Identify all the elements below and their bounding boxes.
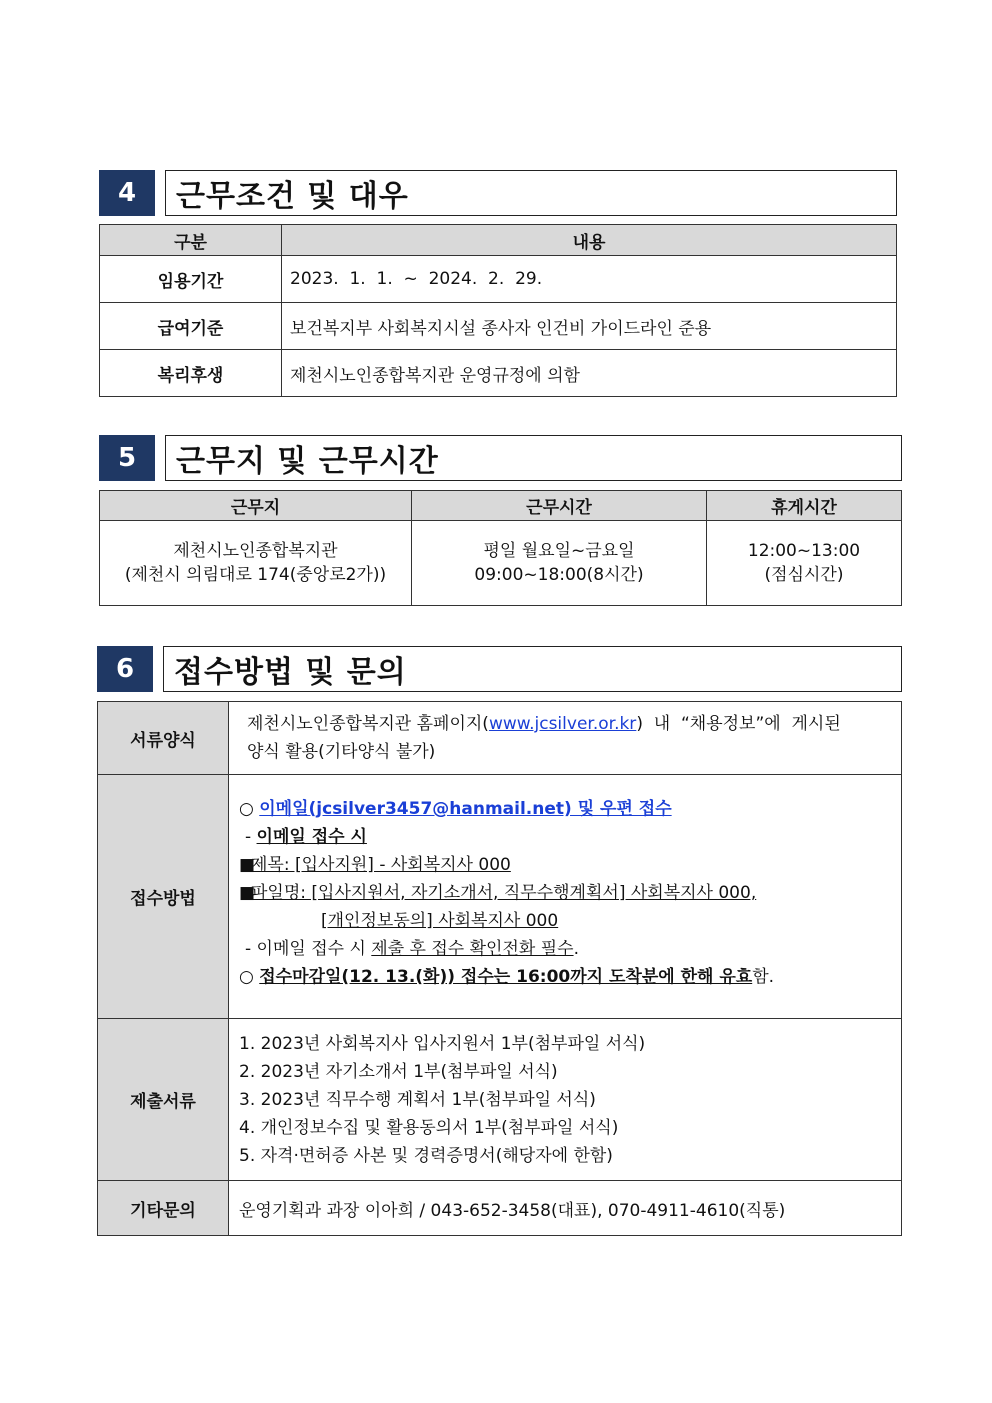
table-row xyxy=(100,303,897,350)
form-text: 제천시노인종합복지관 홈페이지( xyxy=(247,714,489,734)
rest-time-cell xyxy=(707,521,902,606)
square-bullet-icon: ■ xyxy=(239,855,256,875)
work-time: 09:00~18:00(8시간) xyxy=(474,565,644,585)
table-row xyxy=(98,1181,902,1236)
row-label: 기타문의 xyxy=(98,1181,229,1236)
rest-time: 12:00~13:00 xyxy=(747,541,861,561)
work-place-table xyxy=(99,490,902,606)
work-days: 평일 월요일~금요일 xyxy=(483,541,635,561)
row-label: 복리후생 xyxy=(100,350,282,397)
circle-bullet-icon: ○ xyxy=(239,799,254,819)
dash-bullet: - xyxy=(245,827,252,847)
header-rest-time: 휴게시간 xyxy=(707,491,902,521)
header-category: 구분 xyxy=(100,225,282,256)
section-number: 6 xyxy=(97,646,153,692)
workplace-address: (제천시 의림대로 174(중앙로2가)) xyxy=(124,565,387,585)
homepage-link[interactable]: www.jcsilver.or.kr xyxy=(488,714,637,734)
section-number: 4 xyxy=(99,170,155,216)
row-label: 서류양식 xyxy=(98,702,229,775)
table-row xyxy=(100,256,897,303)
table-row xyxy=(98,702,902,775)
section-5-header xyxy=(99,435,902,481)
list-item: 3. 2023년 직무수행 계획서 1부(첨부파일 서식) xyxy=(239,1089,596,1110)
section-title: 근무지 및 근무시간 xyxy=(165,435,902,481)
workplace-cell xyxy=(100,521,412,606)
table-row xyxy=(98,1019,902,1181)
form-text-post: ) 내 “채용정보”에 게시된 xyxy=(636,714,841,734)
header-content: 내용 xyxy=(282,225,897,256)
deadline-note-post: 함. xyxy=(752,967,775,987)
section-title: 접수방법 및 문의 xyxy=(163,646,902,692)
docs-cell xyxy=(229,1019,902,1181)
confirm-call-note: 제출 후 접수 확인전화 필수 xyxy=(371,939,574,959)
list-item: 5. 자격·면허증 사본 및 경력증명서(해당자에 한함) xyxy=(239,1145,613,1166)
file-name-rule: 파일명: [입사지원서, 자기소개서, 직무수행계획서] 사회복지사 000, xyxy=(251,883,757,903)
section-title: 근무조건 및 대우 xyxy=(165,170,897,216)
row-value: 2023. 1. 1. ~ 2024. 2. 29. xyxy=(282,256,897,303)
section-4-header xyxy=(99,170,897,216)
deadline-note: 접수마감일(12. 13.(화)) 접수는 16:00까지 도착분에 한해 유효 xyxy=(259,967,753,987)
email-and-post-line: 이메일(jcsilver3457@hanmail.net) 및 우편 접수 xyxy=(259,799,672,819)
work-hours-cell xyxy=(412,521,707,606)
table-row xyxy=(100,521,902,606)
confirm-call-pre: - 이메일 접수 시 xyxy=(245,939,372,959)
workplace-name: 제천시노인종합복지관 xyxy=(173,541,338,561)
row-value: 보건복지부 사회복지시설 종사자 인건비 가이드라인 준용 xyxy=(282,303,897,350)
row-label: 임용기간 xyxy=(100,256,282,303)
table-row xyxy=(98,775,902,1019)
method-cell xyxy=(229,775,902,1019)
confirm-call-post: . xyxy=(573,939,579,959)
list-item: 2. 2023년 자기소개서 1부(첨부파일 서식) xyxy=(239,1061,558,1082)
work-conditions-table xyxy=(99,224,897,397)
file-name-rule-cont: [개인정보동의] 사회복지사 000 xyxy=(321,911,559,931)
form-cell xyxy=(229,702,902,775)
row-value: 제천시노인종합복지관 운영규정에 의함 xyxy=(282,350,897,397)
form-text-line2: 양식 활용(기타양식 불가) xyxy=(247,742,436,762)
list-item: 1. 2023년 사회복지사 입사지원서 1부(첨부파일 서식) xyxy=(239,1033,646,1054)
row-label: 급여기준 xyxy=(100,303,282,350)
circle-bullet-icon: ○ xyxy=(239,967,254,987)
section-number: 5 xyxy=(99,435,155,481)
email-subject-rule: 제목: [입사지원] - 사회복지사 000 xyxy=(251,855,511,875)
rest-note: (점심시간) xyxy=(764,565,844,585)
row-label: 접수방법 xyxy=(98,775,229,1019)
square-bullet-icon: ■ xyxy=(239,883,256,903)
table-row xyxy=(100,350,897,397)
contact-value: 운영기획과 과장 이아희 / 043-652-3458(대표), 070-4911-4610(직통) xyxy=(229,1181,902,1236)
application-table xyxy=(97,701,902,1236)
list-item: 4. 개인정보수집 및 활용동의서 1부(첨부파일 서식) xyxy=(239,1117,619,1138)
header-work-hours: 근무시간 xyxy=(412,491,707,521)
email-receipt-heading: 이메일 접수 시 xyxy=(256,827,367,847)
row-label: 제출서류 xyxy=(98,1019,229,1181)
header-workplace: 근무지 xyxy=(100,491,412,521)
section-6-header xyxy=(97,646,902,692)
